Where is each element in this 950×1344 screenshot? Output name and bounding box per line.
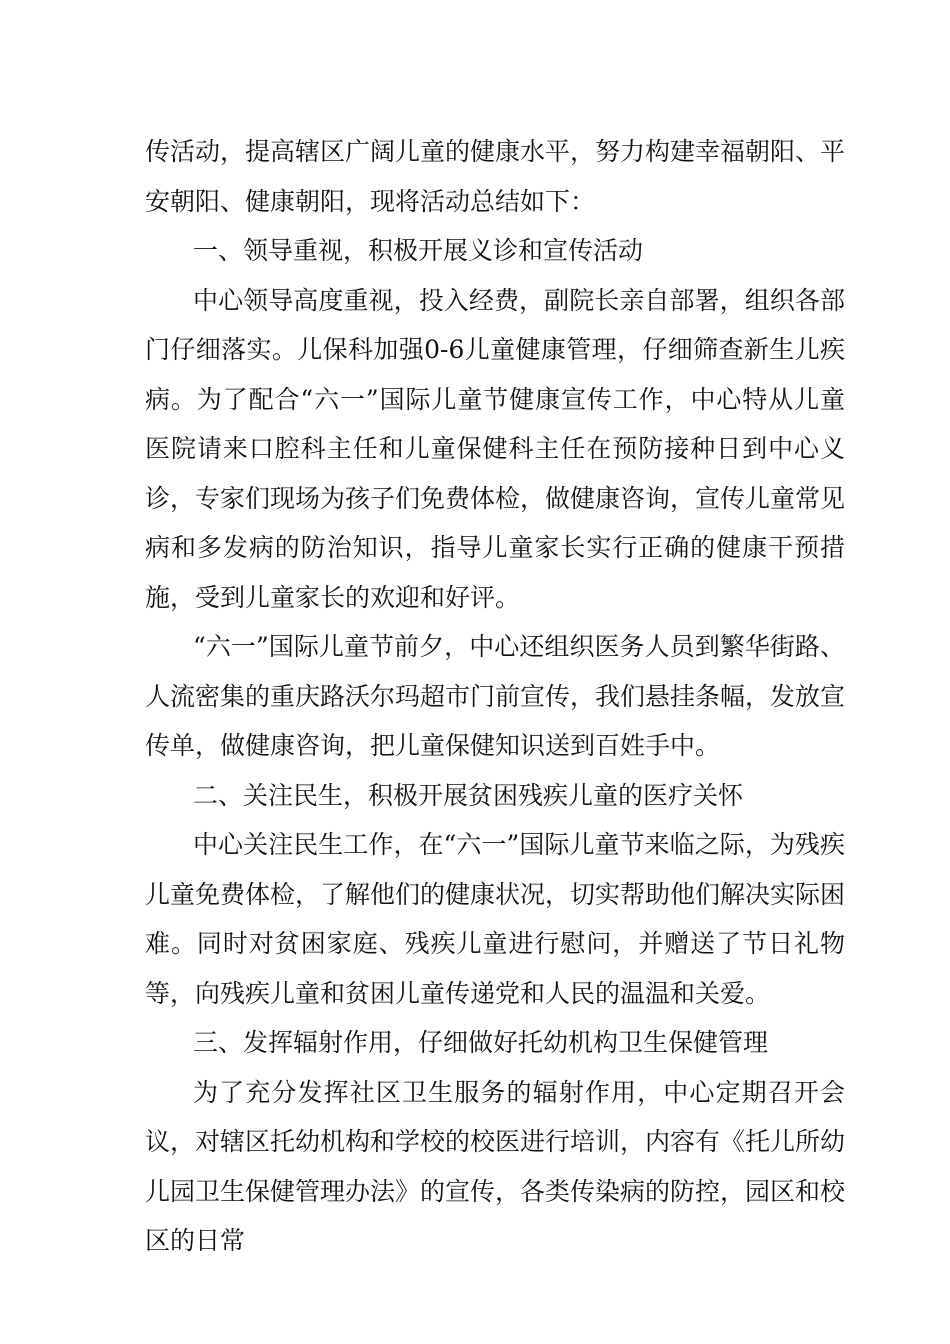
section-heading-2: 二、关注民生，积极开展贫困残疾儿童的医疗关怀 [193,780,744,810]
paragraph: 中心领导高度重视，投入经费，副院长亲自部署，组织各部门仔细落实。儿保科加强0-6儿童健康管理，仔细筛查新生儿疾病。为了配合“六一”国际儿童节健康宣传工作，中心特从儿童医院请来口腔科主任和儿童保健科主任在预防接种日到中心义诊，专家们现场为孩子们免费体检，做健康咨询，宣传儿童常见病和多发病的防治知识，指导儿童家长实行正确的健康干预措施，受到儿童家长的欢迎和好评。 [145,285,846,612]
paragraph-continued: 传活动，提高辖区广阔儿童的健康水平，努力构建幸福朝阳、平安朝阳、健康朝阳，现将活动总结如下： [145,137,846,216]
section-heading-1: 一、领导重视，积极开展义诊和宣传活动 [193,236,644,265]
paragraph: 为了充分发挥社区卫生服务的辐射作用，中心定期召开会议，对辖区托幼机构和学校的校医进行培训，内容有《托儿所幼儿园卫生保健管理办法》的宣传，各类传染病的防控，园区和校区的日常 [145,1077,846,1255]
paragraph: 中心关注民生工作，在“六一”国际儿童节来临之际，为残疾儿童免费体检，了解他们的健康状况，切实帮助他们解决实际困难。同时对贫困家庭、残疾儿童进行慰问，并赠送了节日礼物等，向残疾儿童和贫困儿童传递党和人民的温温和关爱。 [145,830,846,1008]
paragraph: “六一”国际儿童节前夕，中心还组织医务人员到繁华街路、人流密集的重庆路沃尔玛超市门前宣传，我们悬挂条幅，发放宣传单，做健康咨询，把儿童保健知识送到百姓手中。 [145,632,846,760]
document-body [145,127,845,1266]
section-heading-3: 三、发挥辐射作用，仔细做好托幼机构卫生保健管理 [193,1028,769,1057]
